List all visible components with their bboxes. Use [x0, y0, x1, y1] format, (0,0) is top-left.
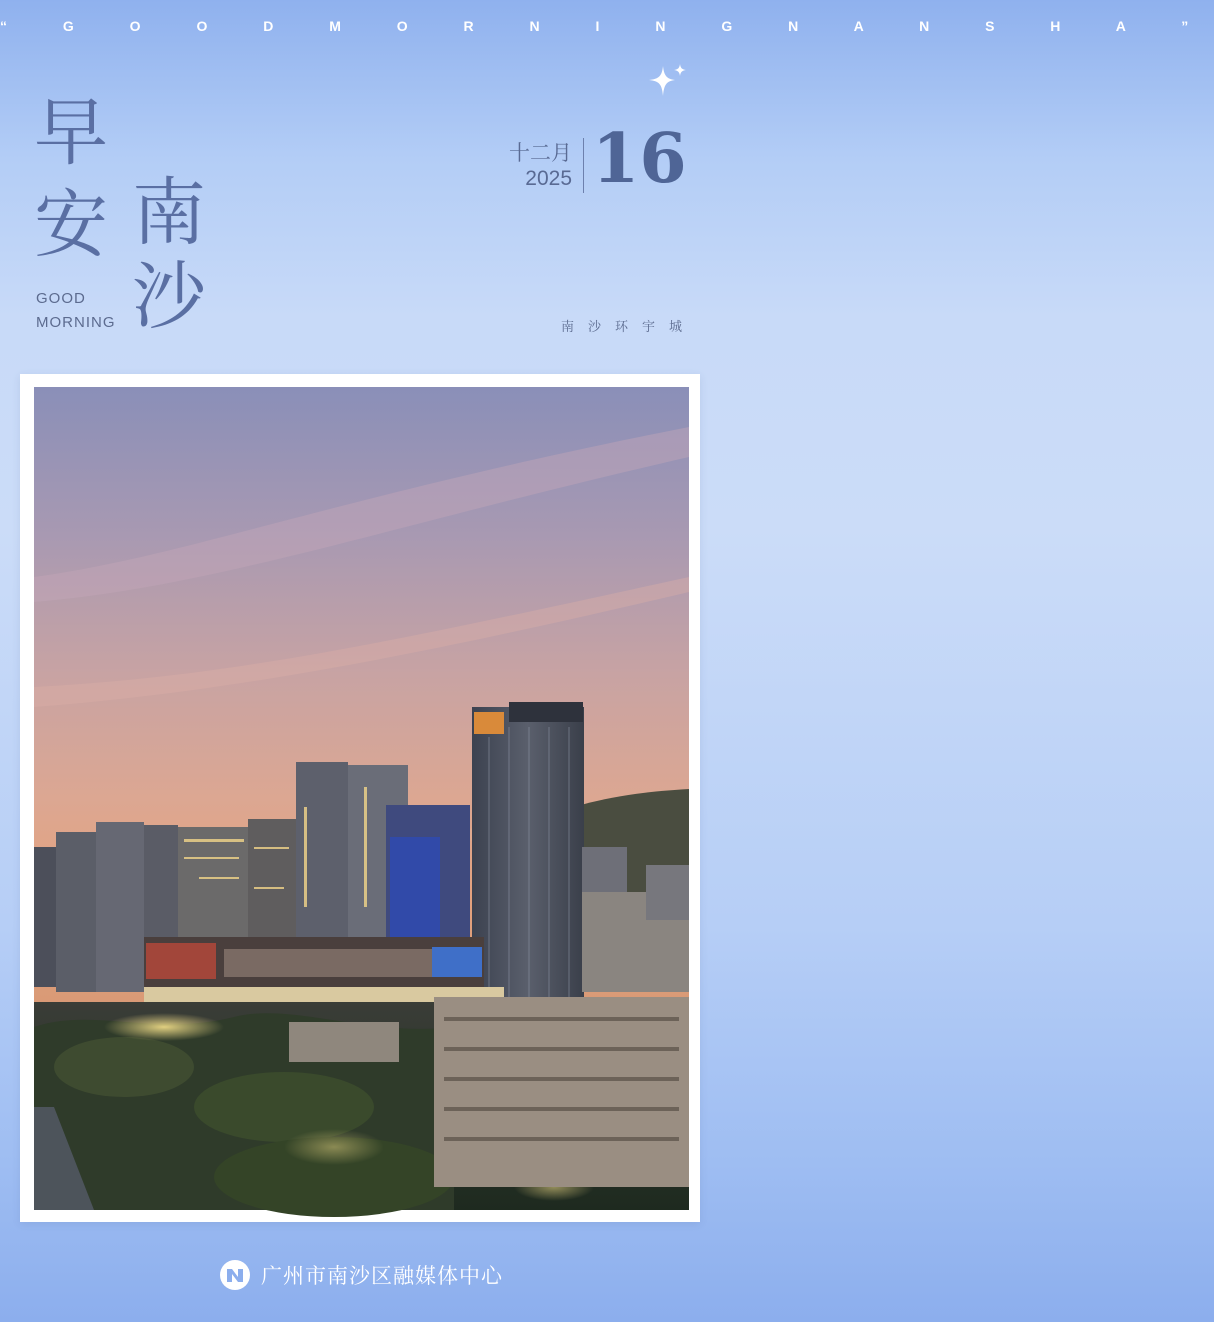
morning-label: MORNING — [36, 314, 116, 331]
media-center-logo-icon — [217, 1257, 253, 1293]
photo-frame — [20, 374, 700, 1222]
date-divider — [583, 138, 584, 193]
top-tagline: “ G O O D M O R N I N G N A N S H A ” — [0, 18, 1214, 34]
good-label: GOOD — [36, 290, 86, 307]
footer — [0, 1252, 720, 1298]
date-month: 十二月 — [509, 141, 572, 165]
skyline-photo — [34, 387, 689, 1210]
greeting-char-zao: 早 — [34, 90, 108, 176]
date-day: 16 — [592, 119, 687, 199]
date-year: 2025 — [525, 167, 572, 190]
greeting-char-nan: 南 — [132, 170, 206, 256]
sparkle-icon — [645, 62, 689, 100]
footer-org-name: 广州市南沙区融媒体中心 — [261, 1264, 503, 1288]
greeting-char-an: 安 — [34, 182, 108, 268]
location-label: 南沙环宇城 — [560, 320, 696, 335]
greeting-char-sha: 沙 — [132, 254, 206, 340]
